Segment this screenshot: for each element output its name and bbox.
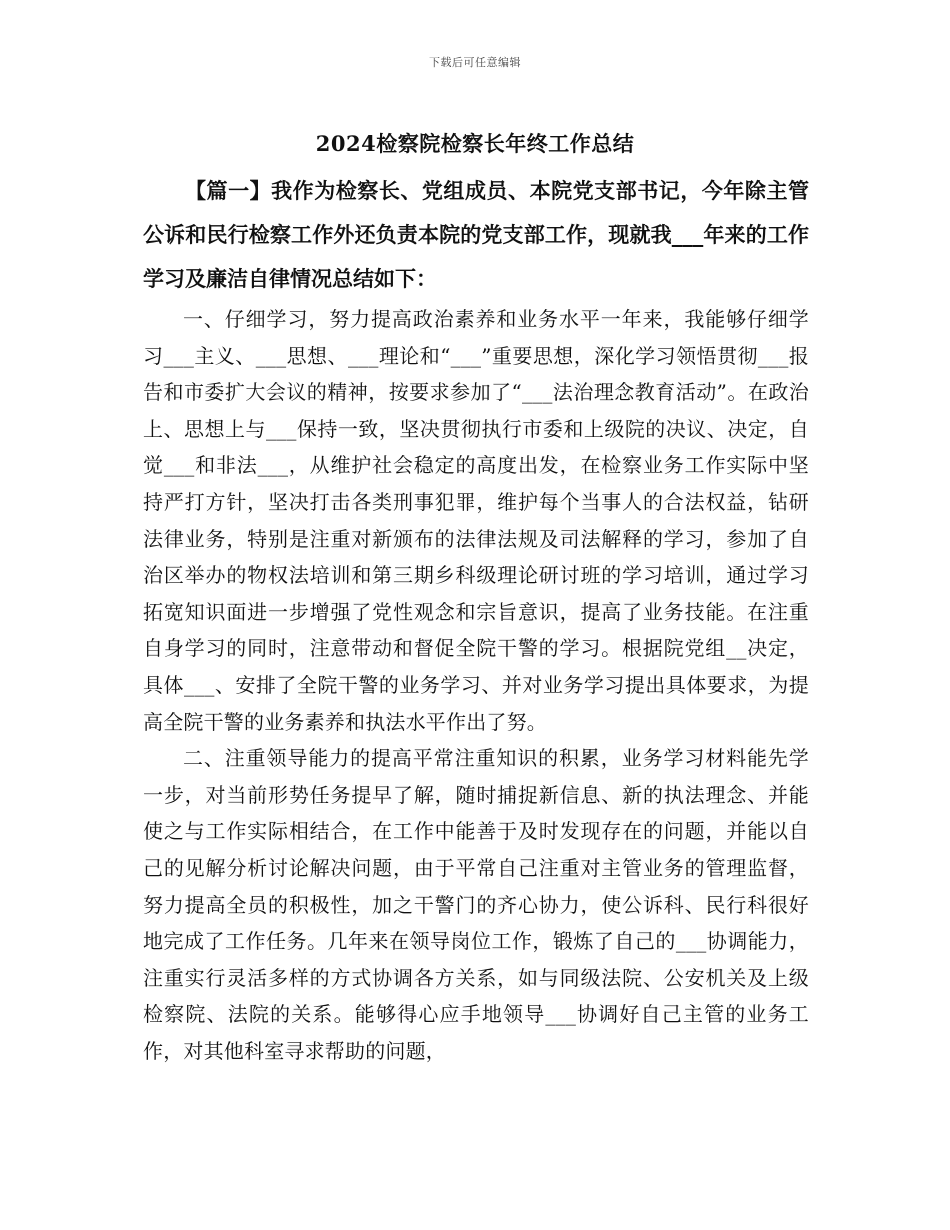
paragraph-leadership: 二、注重领导能力的提高平常注重知识的积累，业务学习材料能先学一步，对当前形势任务提早了解，随时捕捉新信息、新的执法理念、并能使之与工作实际相结合，在工作中能善于及时发现存在的问题，并能以自己的见解分析讨论解决问题，由于平常自己注重对主管业务的管理监督，努力提高全员的积极性，加之干警门的齐心协力，使公诉科、民行科很好地完成了工作任务。几年来在领导岗位工作，锻炼了自己的___协调能力，注重实行灵活多样的方式协调各方关系，如与同级法院、公安机关及上级检察院、法院的关系。能够得心应手地领导___协调好自己主管的业务工作，对其他科室寻求帮助的问题， (143, 746, 809, 1063)
document-title: 2024检察院检察长年终工作总结 (315, 131, 635, 156)
paragraph-study: 一、仔细学习，努力提高政治素养和业务水平一年来，我能够仔细学习___主义、___思想、___理论和“___”重要思想，深化学习领悟贯彻___报告和市委扩大会议的精神，按要求参加了“___法治理念教育活动”。在政治上、思想上与___保持一致，坚决贯彻执行市委和上级院的决议、决定，自觉___和非法___，从维护社会稳定的高度出发，在检察业务工作实际中坚持严打方针，坚决打击各类刑事犯罪，维护每个当事人的合法权益，钻研法律业务，特别是注重对新颁布的法律法规及司法解释的学习，参加了自治区举办的物权法培训和第三期乡科级理论研讨班的学习培训，通过学习拓宽知识面进一步增强了党性观念和宗旨意识，提高了业务技能。在注重自身学习的同时，注意带动和督促全院干警的学习。根据院党组__决定，具体___、安排了全院干警的业务学习、并对业务学习提出具体要求，为提高全院干警的业务素养和执法水平作出了努。 (143, 307, 809, 734)
header-note: 下载后可任意编辑 (429, 56, 521, 69)
paragraph-intro: 【篇一】我作为检察长、党组成员、本院党支部书记，今年除主管公诉和民行检察工作外还负责本院的党支部工作，现就我___年来的工作学习及廉洁自律情况总结如下： (143, 178, 809, 291)
document-body (143, 169, 809, 1069)
